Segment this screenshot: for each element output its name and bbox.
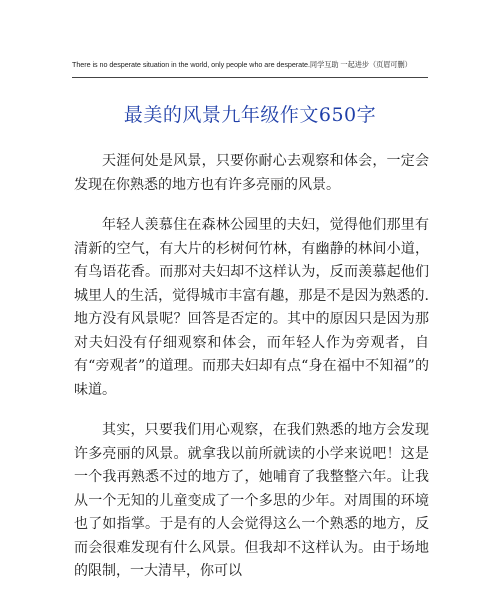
page-header: There is no desperate situation in the world, only people who are desperate.同学互助 一起进步（页眉可删） — [72, 60, 412, 69]
paragraph-2: 年轻人羡慕住在森林公园里的夫妇，觉得他们那里有清新的空气，有大片的杉树何竹林，有幽静的林间小道，有鸟语花香。而那对夫妇却不这样认为，反而羡慕起他们城里人的生活，觉得城市丰富有趣，那是不是因为熟悉的.地方没有风景呢？回答是否定的。其中的原因只是因为那对夫妇没有仔细观察和体会，而年轻人作为旁观者，自有“旁观者”的道理。而那夫妇却有点“身在福中不知福”的味道。 — [74, 217, 429, 398]
paragraph-3: 其实，只要我们用心观察，在我们熟悉的地方会发现许多亮丽的风景。就拿我以前所就读的小学来说吧！这是一个我再熟悉不过的地方了，她哺育了我整整六年。让我从一个无知的儿童变成了一个多思的少年。对周围的环境也了如指掌。于是有的人会觉得这么一个熟悉的地方，反而会很难发现有什么风景。但我却不这样认为。由于场地的限制，一大清早，你可以 — [74, 422, 429, 579]
header-divider — [72, 77, 428, 78]
paragraph-1: 天涯何处是风景，只要你耐心去观察和体会，一定会发现在你熟悉的地方也有许多亮丽的风景。 — [74, 153, 429, 193]
document-body — [74, 150, 429, 601]
document-title: 最美的风景九年级作文650字 — [123, 104, 377, 126]
